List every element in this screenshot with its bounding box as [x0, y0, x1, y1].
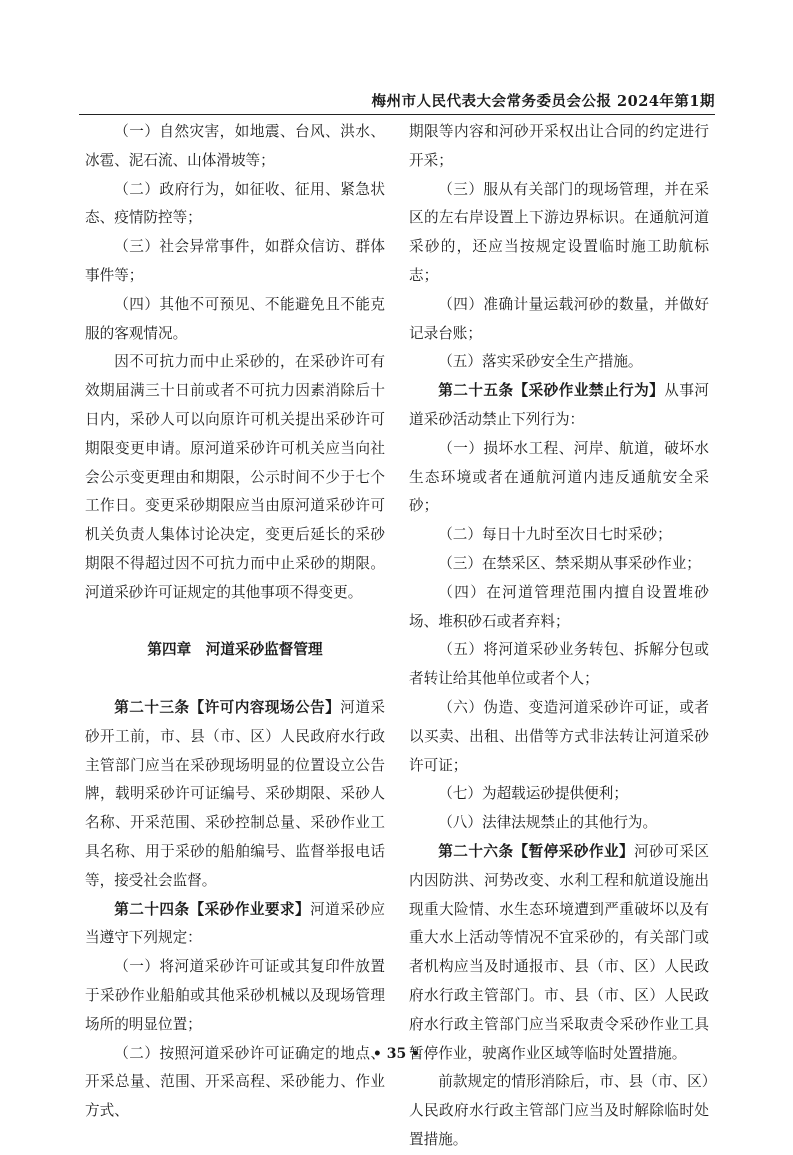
- paragraph: （四）其他不可预见、不能避免且不能克服的客观情况。: [85, 295, 385, 342]
- paragraph: （五）落实采砂安全生产措施。: [438, 353, 643, 371]
- right-column: [409, 118, 709, 1155]
- article-26: [409, 838, 709, 1068]
- paragraph: （四）准确计量运载河砂的数量，并做好记录台账；: [409, 295, 709, 342]
- page-number: • 35 •: [372, 1046, 421, 1062]
- article-25: [409, 377, 709, 435]
- paragraph: 期限等内容和河砂开采权出让合同的约定进行开采；: [409, 123, 709, 169]
- paragraph: （三）服从有关部门的现场管理，并在采区的左右岸设置上下游边界标识。在通航河道采砂的，还应当按规定设置临时施工助航标志；: [409, 180, 709, 284]
- paragraph: （三）社会异常事件，如群众信访、群体事件等；: [85, 238, 385, 284]
- article-text: 河道采砂应当遵守下列规定：: [85, 900, 385, 947]
- paragraph: （七）为超载运砂提供便利；: [438, 785, 628, 803]
- paragraph: （五）将河道采砂业务转包、拆解分包或者转让给其他单位或者个人；: [409, 641, 709, 688]
- article-heading: 第二十四条【采砂作业要求】: [114, 900, 311, 918]
- article-heading: 第二十三条【许可内容现场公告】: [114, 698, 341, 716]
- article-heading: 第二十六条【暂停采砂作业】: [438, 842, 635, 860]
- paragraph: （四）在河道管理范围内擅自设置堆砂场、堆积砂石或者弃料；: [409, 583, 709, 630]
- paragraph: （一）自然灾害，如地震、台风、洪水、冰雹、泥石流、山体滑坡等；: [85, 123, 385, 169]
- chapter-heading: 第四章 河道采砂监督管理: [147, 641, 323, 659]
- left-column: [85, 118, 385, 1126]
- paragraph: （一）损坏水工程、河岸、航道，破坏水生态环境或者在通航河道内违反通航安全采砂；: [409, 439, 709, 515]
- paragraph: （二）每日十九时至次日七时采砂；: [438, 526, 672, 544]
- header-divider: [79, 114, 715, 115]
- article-24: [85, 896, 385, 954]
- paragraph: （六）伪造、变造河道采砂许可证，或者以买卖、出租、出借等方式非法转让河道采砂许可证；: [409, 698, 709, 774]
- paragraph: 因不可抗力而中止采砂的，在采砂许可有效期届满三十日前或者不可抗力因素消除后十日内，采砂人可以向原许可机关提出采砂许可期限变更申请。原河道采砂许可机关应当向社会公示变更理由和期限，公示时间不少于七个工作日。变更采砂期限应当由原河道采砂许可机关负责人集体讨论决定，变更后延长的采砂期限不得超过因不可抗力而中止采砂的期限。河道采砂许可证规定的其他事项不得变更。: [85, 353, 385, 601]
- article-23: [85, 694, 385, 896]
- paragraph: 前款规定的情形消除后，市、县（市、区）人民政府水行政主管部门应当及时解除临时处置措施。: [409, 1073, 709, 1148]
- article-text: 河砂可采区内因防洪、河势改变、水利工程和航道设施出现重大险情、水生态环境遭到严重破坏以及有重大水上活动等情况不宜采砂的，有关部门或者机构应当及时通报市、县（市、区）人民政府水行政主管部门。市、县（市、区）人民政府水行政主管部门应当采取责令采砂作业工具暂停作业，驶离作业区域等临时处置措施。: [409, 842, 709, 1062]
- paragraph: （二）按照河道采砂许可证确定的地点、开采总量、范围、开采高程、采砂能力、作业方式、: [85, 1044, 385, 1120]
- paragraph: （三）在禁采区、禁采期从事采砂作业；: [438, 554, 701, 572]
- article-text: 从事河道采砂活动禁止下列行为：: [409, 382, 709, 428]
- journal-header: 梅州市人民代表大会常务委员会公报 2024年第1期: [371, 93, 715, 110]
- paragraph: （一）将河道采砂许可证或其复印件放置于采砂作业船舶或其他采砂机械以及现场管理场所的明显位置；: [85, 958, 385, 1033]
- paragraph: （二）政府行为，如征收、征用、紧急状态、疫情防控等；: [85, 180, 385, 227]
- article-heading: 第二十五条【采砂作业禁止行为】: [438, 382, 665, 400]
- paragraph: （八）法律法规禁止的其他行为。: [438, 814, 658, 832]
- article-text: 河道采砂开工前，市、县（市、区）人民政府水行政主管部门应当在采砂现场明显的位置设立公告牌，载明采砂许可证编号、采砂期限、采砂人名称、开采范围、采砂控制总量、采砂作业工具名称、用于采砂的船舶编号、监督举报电话等，接受社会监督。: [85, 698, 385, 889]
